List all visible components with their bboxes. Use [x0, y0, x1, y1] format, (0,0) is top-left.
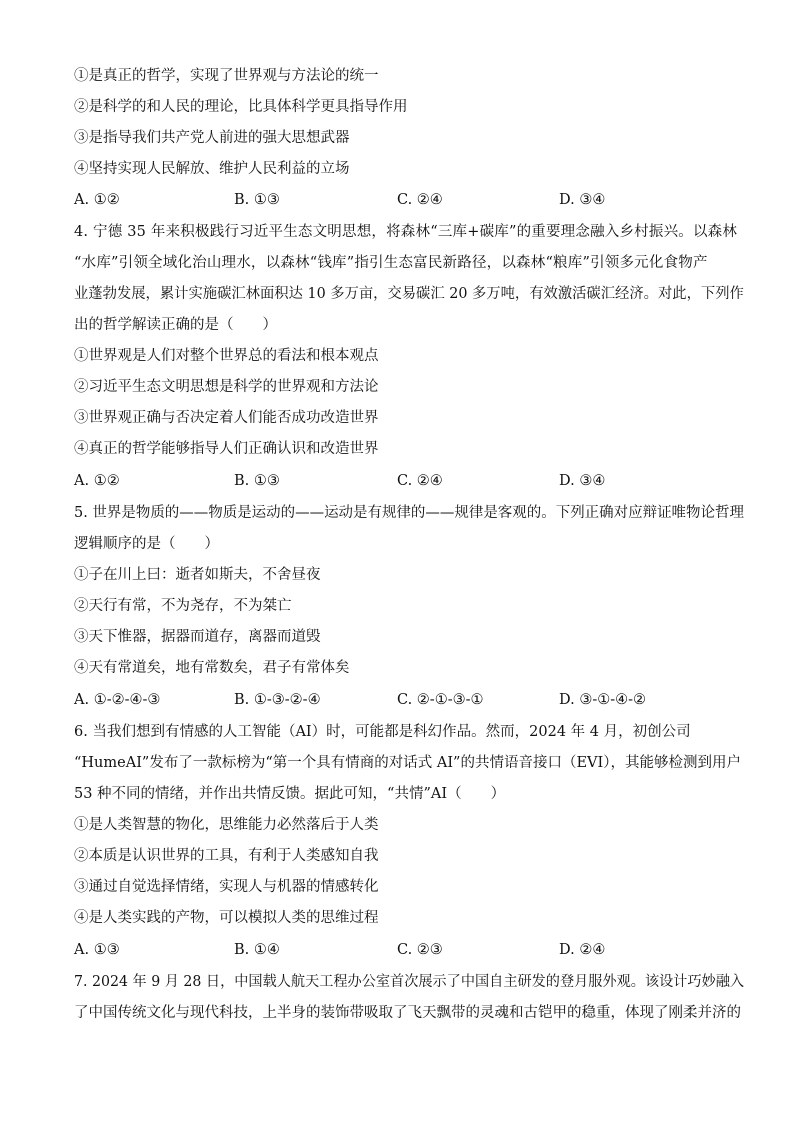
q3-item-1: ①是真正的哲学，实现了世界观与方法论的统一 — [74, 68, 379, 84]
q4-item-4: ④真正的哲学能够指导人们正确认识和改造世界 — [74, 441, 379, 457]
q5-stem-line-2: 逻辑顺序的是（ ） — [74, 536, 219, 552]
q4-item-1: ①世界观是人们对整个世界总的看法和根本观点 — [74, 348, 379, 364]
q4-stem-line-2: “水库”引领全域化治山理水，以森林“钱库”指引生态富民新路径，以森林“粮库”引领多元化食物产 — [74, 255, 708, 271]
q3-item-2: ②是科学的和人民的理论，比具体科学更具指导作用 — [74, 99, 408, 115]
q3-option-c: C. ②④ — [397, 192, 443, 208]
q6-options — [74, 940, 734, 960]
q4-option-a: A. ①② — [74, 473, 120, 489]
q3-option-d: D. ③④ — [559, 192, 606, 208]
q5-option-b: B. ①-③-②-④ — [234, 692, 321, 708]
q4-options — [74, 471, 734, 491]
q3-item-3: ③是指导我们共产党人前进的强大思想武器 — [74, 130, 350, 146]
q3-item-4: ④坚持实现人民解放、维护人民利益的立场 — [74, 161, 350, 177]
q5-item-1: ①子在川上曰：逝者如斯夫，不舍昼夜 — [74, 567, 321, 583]
q5-option-d: D. ③-①-④-② — [559, 692, 647, 708]
q5-item-4: ④天有常道矣，地有常数矣，君子有常体矣 — [74, 660, 350, 676]
q3-option-a: A. ①② — [74, 192, 120, 208]
q6-option-c: C. ②③ — [397, 942, 443, 958]
q5-item-2: ②天行有常，不为尧存，不为桀亡 — [74, 598, 292, 614]
q6-option-b: B. ①④ — [234, 942, 280, 958]
q6-item-4: ④是人类实践的产物，可以模拟人类的思维过程 — [74, 910, 379, 926]
q7-stem-line-1: 7. 2024 年 9 月 28 日，中国载人航天工程办公室首次展示了中国自主研发的登月服外观。该设计巧妙融入 — [74, 974, 745, 990]
q3-option-b: B. ①③ — [234, 192, 280, 208]
q6-item-3: ③通过自觉选择情绪，实现人与机器的情感转化 — [74, 879, 379, 895]
q4-option-c: C. ②④ — [397, 473, 443, 489]
q4-item-3: ③世界观正确与否决定着人们能否成功改造世界 — [74, 410, 379, 426]
q6-option-a: A. ①③ — [74, 942, 120, 958]
q4-stem-line-3: 业蓬勃发展，累计实施碳汇林面积达 10 多万亩，交易碳汇 20 多万吨，有效激活碳汇经济。对此，下列作 — [74, 286, 744, 302]
q4-stem-line-1: 4. 宁德 35 年来积极践行习近平生态文明思想，将森林“三库+碳库”的重要理念融入乡村振兴。以森林 — [74, 224, 738, 240]
q7-stem-line-2: 了中国传统文化与现代科技，上半身的装饰带吸取了飞天飘带的灵魂和古铠甲的稳重，体现了刚柔并济的 — [74, 1005, 741, 1021]
q4-option-d: D. ③④ — [559, 473, 606, 489]
q6-option-d: D. ②④ — [559, 942, 606, 958]
q3-options — [74, 190, 734, 210]
q5-item-3: ③天下惟器，据器而道存，离器而道毁 — [74, 629, 321, 645]
q5-option-c: C. ②-①-③-① — [397, 692, 484, 708]
q6-item-1: ①是人类智慧的物化，思维能力必然落后于人类 — [74, 817, 379, 833]
q4-option-b: B. ①③ — [234, 473, 280, 489]
q4-stem-line-4: 出的哲学解读正确的是（ ） — [74, 317, 277, 333]
q4-item-2: ②习近平生态文明思想是科学的世界观和方法论 — [74, 379, 379, 395]
q6-stem-line-1: 6. 当我们想到有情感的人工智能（AI）时，可能都是科幻作品。然而，2024 年 4 月，初创公司 — [74, 724, 691, 740]
q5-option-a: A. ①-②-④-③ — [74, 692, 161, 708]
q5-stem-line-1: 5. 世界是物质的——物质是运动的——运动是有规律的——规律是客观的。下列正确对应辩证唯物论哲理 — [74, 505, 744, 521]
q6-item-2: ②本质是认识世界的工具，有利于人类感知自我 — [74, 848, 379, 864]
q6-stem-line-2: “HumeAI”发布了一款标榜为“第一个具有情商的对话式 AI”的共情语音接口（EVI），其能够检测到用户 — [74, 755, 742, 771]
q5-options — [74, 690, 734, 710]
q6-stem-line-3: 53 种不同的情绪，并作出共情反馈。据此可知，“共情”AI（ ） — [74, 786, 506, 802]
